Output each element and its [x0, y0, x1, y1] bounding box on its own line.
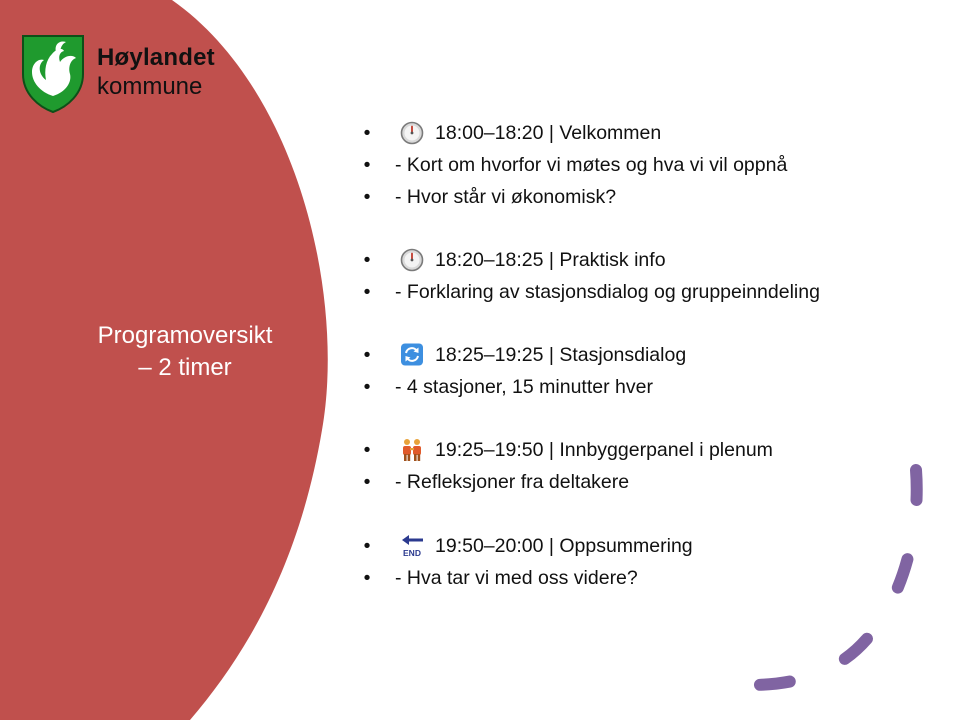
decorative-swirl — [740, 460, 940, 700]
bullet: • — [363, 439, 371, 461]
title-line-2: – 2 timer — [138, 354, 232, 381]
agenda-detail-text: - Refleksjoner fra deltakere — [395, 471, 630, 493]
swan-emblem-icon — [20, 34, 86, 114]
title-line-1: Programoversikt — [97, 322, 273, 349]
agenda-detail-text: - 4 stasjoner, 15 minutter hver — [395, 376, 653, 398]
bullet: • — [363, 154, 371, 176]
agenda-detail-text: - Hva tar vi med oss videre? — [395, 567, 638, 589]
bullet: • — [363, 535, 371, 557]
bullet: • — [363, 281, 371, 303]
bullet: • — [363, 122, 371, 144]
clock-icon — [399, 121, 425, 145]
bullet: • — [363, 249, 371, 271]
repeat-icon — [399, 343, 425, 367]
bullet: • — [363, 186, 371, 208]
bullet: • — [363, 567, 371, 589]
logo-name: Høylandet — [97, 44, 215, 71]
agenda-time: 19:50–20:00 | Oppsummering — [435, 535, 693, 557]
end-arrow-icon — [399, 534, 425, 558]
slide-title — [40, 320, 330, 384]
clock-icon — [399, 248, 425, 272]
logo-subtitle: kommune — [97, 73, 203, 100]
agenda-time: 18:25–19:25 | Stasjonsdialog — [435, 344, 687, 366]
bullet: • — [363, 376, 371, 398]
svg-text:END: END — [403, 548, 421, 558]
agenda-time: 18:00–18:20 | Velkommen — [435, 122, 662, 144]
bullet: • — [363, 471, 371, 493]
bullet: • — [363, 344, 371, 366]
people-icon — [399, 438, 425, 462]
agenda-detail-text: - Forklaring av stasjonsdialog og gruppeinndeling — [395, 281, 820, 303]
agenda-time: 18:20–18:25 | Praktisk info — [435, 249, 666, 271]
agenda-time: 19:25–19:50 | Innbyggerpanel i plenum — [435, 439, 773, 461]
agenda-detail-text: - Kort om hvorfor vi møtes og hva vi vil oppnå — [395, 154, 788, 176]
agenda-detail-text: - Hvor står vi økonomisk? — [395, 186, 617, 208]
